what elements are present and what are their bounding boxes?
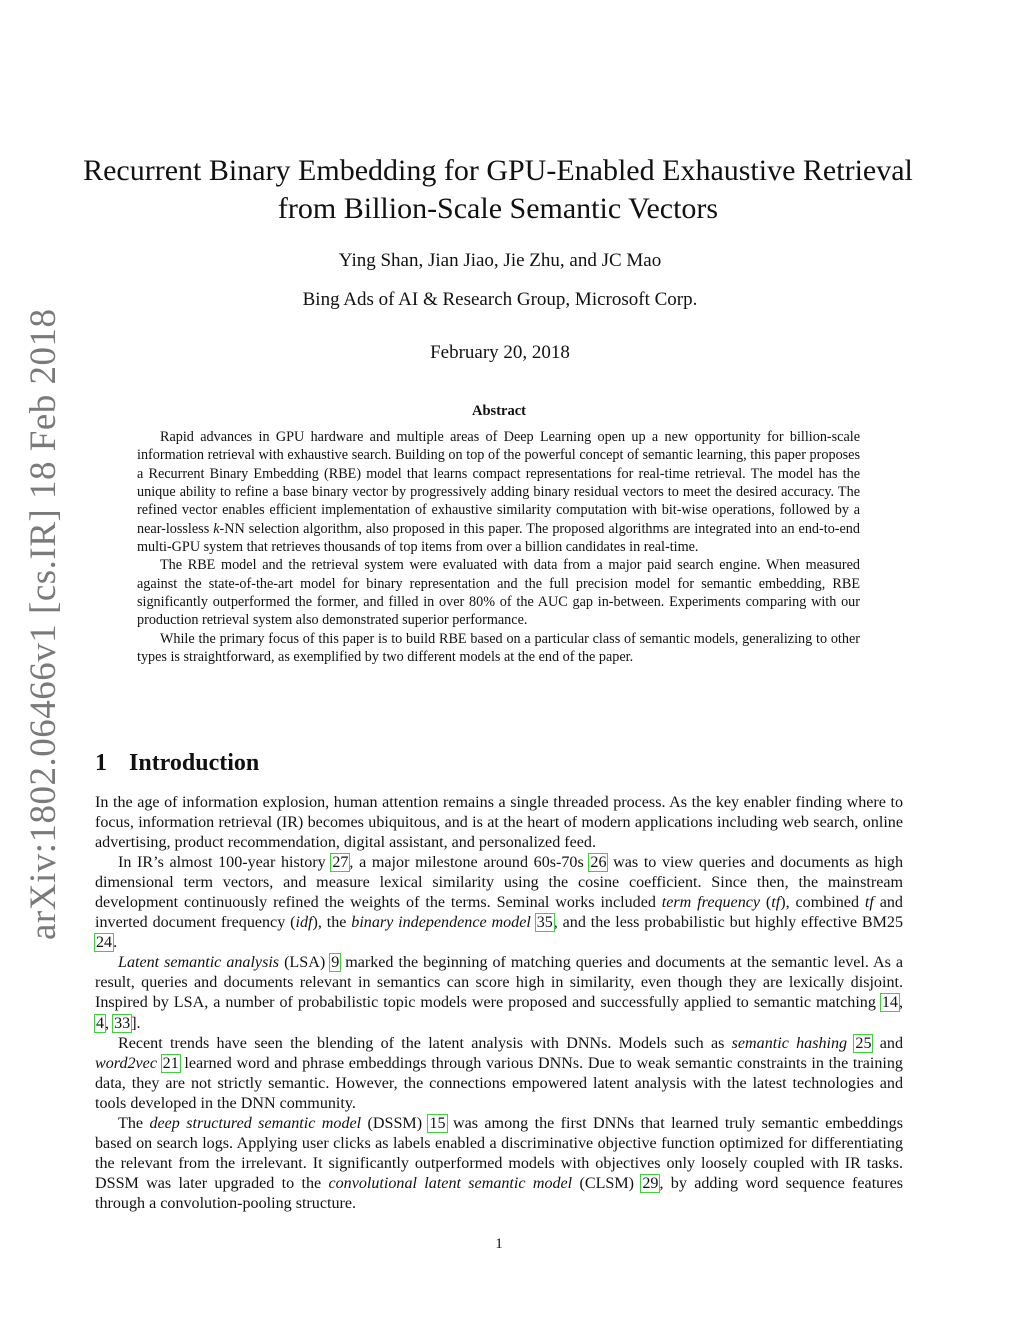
arxiv-identifier-stamp: arXiv:1802.06466v1 [cs.IR] 18 Feb 2018 <box>23 308 64 940</box>
citation-link[interactable]: 24 <box>96 934 113 952</box>
italic-term: word2vec <box>95 1054 157 1072</box>
italic-term: semantic hashing <box>731 1034 848 1052</box>
affiliation: Bing Ads of AI & Research Group, Microsoft Corp. <box>302 289 698 310</box>
intro-paragraph <box>95 953 903 1033</box>
text-run: . <box>113 934 118 952</box>
text-run: (CLSM) <box>572 1174 642 1192</box>
text-run: was among the first DNNs that learned truly semantic embeddings based on search logs. Applying user clicks as labels enabled a discriminative objective function optimized for differentiating the relevant from the irrelevant. It significantly outperformed models with objectives only loosely coupled with IR tasks. DSSM was later upgraded to the <box>95 1114 903 1192</box>
text-run: Rapid advances in GPU hardware and multiple areas of Deep Learning open up a new opportunity for billion-scale information retrieval with exhaustive search. Building on top of the powerful concept of semantic learning, this paper proposes a Recurrent Binary Embedding (RBE) model that learns compact representations for real-time retrieval. The model has the unique ability to refine a base binary vector by progressively adding binary residual vectors to meet the desired accuracy. The refined vector enables efficient implementation of exhaustive similarity computation with bit-wise operations, followed by a near-lossless <box>137 429 860 537</box>
text-run: The <box>118 1114 150 1132</box>
title-line-2: from Billion-Scale Semantic Vectors <box>277 192 719 225</box>
text-run: marked the beginning of matching queries and documents at the semantic level. As a result, queries and documents relevant in semantics can score high in similarity, even though they are lexically disjoint. Inspired by LSA, a number of probabilistic topic models were proposed and successfully applied to semantic matching <box>95 954 904 1012</box>
text-run: and inverted document frequency ( <box>95 894 903 932</box>
citation-link[interactable]: 29 <box>642 1174 659 1192</box>
italic-term: k <box>213 520 220 537</box>
italic-term: Latent semantic analysis <box>118 954 280 972</box>
text-run: ), the <box>312 914 352 932</box>
text-run: In the age of information explosion, human attention remains a single threaded process. As the key enabler finding where to focus, information retrieval (IR) becomes ubiquitous, and is at the heart of modern applications including web search, online advertising, product recommendation, digital assistant, and personalized feed. <box>95 794 903 852</box>
abstract-paragraph <box>137 630 860 667</box>
section-heading <box>95 750 259 777</box>
page-number: 1 <box>495 1236 503 1252</box>
text-run: ]. <box>131 1014 141 1032</box>
intro-paragraph <box>95 1034 903 1114</box>
intro-paragraph <box>95 1114 903 1214</box>
citation-link[interactable]: 14 <box>881 994 898 1012</box>
citation-link[interactable]: 9 <box>331 954 340 972</box>
text-run: (DSSM) <box>361 1114 429 1132</box>
citation-link[interactable]: 21 <box>162 1054 179 1072</box>
section-title: Introduction <box>129 750 260 776</box>
italic-term: tf <box>771 894 781 912</box>
authors: Ying Shan, Jian Jiao, Jie Zhu, and JC Mao <box>338 250 662 271</box>
text-run: (LSA) <box>279 954 331 972</box>
text-run: , by adding word sequence features through a convolution-pooling structure. <box>95 1174 903 1212</box>
italic-term: binary independence model <box>351 914 531 932</box>
text-run: , and the less probabilistic but highly effective BM25 <box>553 914 904 932</box>
paper-title <box>60 152 936 228</box>
citation-link[interactable]: 26 <box>590 854 607 872</box>
abstract-paragraph <box>137 428 860 556</box>
text-run: ), combined <box>780 894 865 912</box>
text-run: The RBE model and the retrieval system were evaluated with data from a major paid search engine. When measured against the state-of-the-art model for binary representation and the full precision model for semantic embedding, RBE significantly outperformed the former, and filled in over 80% of the AUC gap in-between. Experiments comparing with our production retrieval system also demonstrated superior performance. <box>137 557 860 629</box>
italic-term: convolutional latent semantic model <box>328 1174 573 1192</box>
text-run: , a major milestone around 60s-70s <box>349 854 590 872</box>
text-run: , <box>898 994 903 1012</box>
citation-link[interactable]: 35 <box>536 914 553 932</box>
italic-term: deep structured semantic model <box>149 1114 362 1132</box>
text-run <box>157 1055 162 1072</box>
text-run: Recent trends have seen the blending of the latent analysis with DNNs. Models such as <box>118 1034 732 1052</box>
title-line-1: Recurrent Binary Embedding for GPU-Enabled Exhaustive Retrieval <box>83 154 913 187</box>
introduction-body <box>95 793 903 1214</box>
text-run: was to view queries and documents as high dimensional term vectors, and measure lexical similarity using the cosine coefficient. Since then, the mainstream development continuously refined the weights of the terms. Seminal works included <box>95 854 903 912</box>
citation-link[interactable]: 27 <box>332 854 349 872</box>
intro-paragraph <box>95 853 903 953</box>
italic-term: tf <box>864 894 874 912</box>
date: February 20, 2018 <box>430 342 570 363</box>
text-run: , <box>105 1014 114 1032</box>
abstract-heading: Abstract <box>472 403 526 419</box>
section-number: 1 <box>95 750 107 776</box>
text-run: -NN selection algorithm, also proposed in this paper. The proposed algorithms are integrated into an end-to-end multi-GPU system that retrieves thousands of top items from over a billion candidates in real-time. <box>137 520 860 556</box>
intro-paragraph <box>95 793 903 853</box>
italic-term: idf <box>295 914 313 932</box>
text-run: ( <box>760 894 772 912</box>
citation-link[interactable]: 25 <box>855 1034 872 1052</box>
text-run <box>531 914 536 931</box>
text-run: learned word and phrase embeddings through various DNNs. Due to weak semantic constraints in the training data, they are not strictly semantic. However, the connections empowered latent analysis with the latest technologies and tools developed in the DNN community. <box>95 1054 903 1112</box>
text-run: While the primary focus of this paper is to build RBE based on a particular class of semantic models, generalizing to other types is straightforward, as exemplified by two different models at the end of the paper. <box>137 630 860 666</box>
abstract-paragraph <box>137 556 860 629</box>
abstract-body <box>137 428 860 666</box>
citation-link[interactable]: 33 <box>114 1014 131 1032</box>
text-run: In IR’s almost 100-year history <box>118 854 332 872</box>
text-run: and <box>872 1034 903 1052</box>
italic-term: term frequency <box>661 894 761 912</box>
citation-link[interactable]: 15 <box>429 1114 446 1132</box>
citation-link[interactable]: 4 <box>96 1014 105 1032</box>
